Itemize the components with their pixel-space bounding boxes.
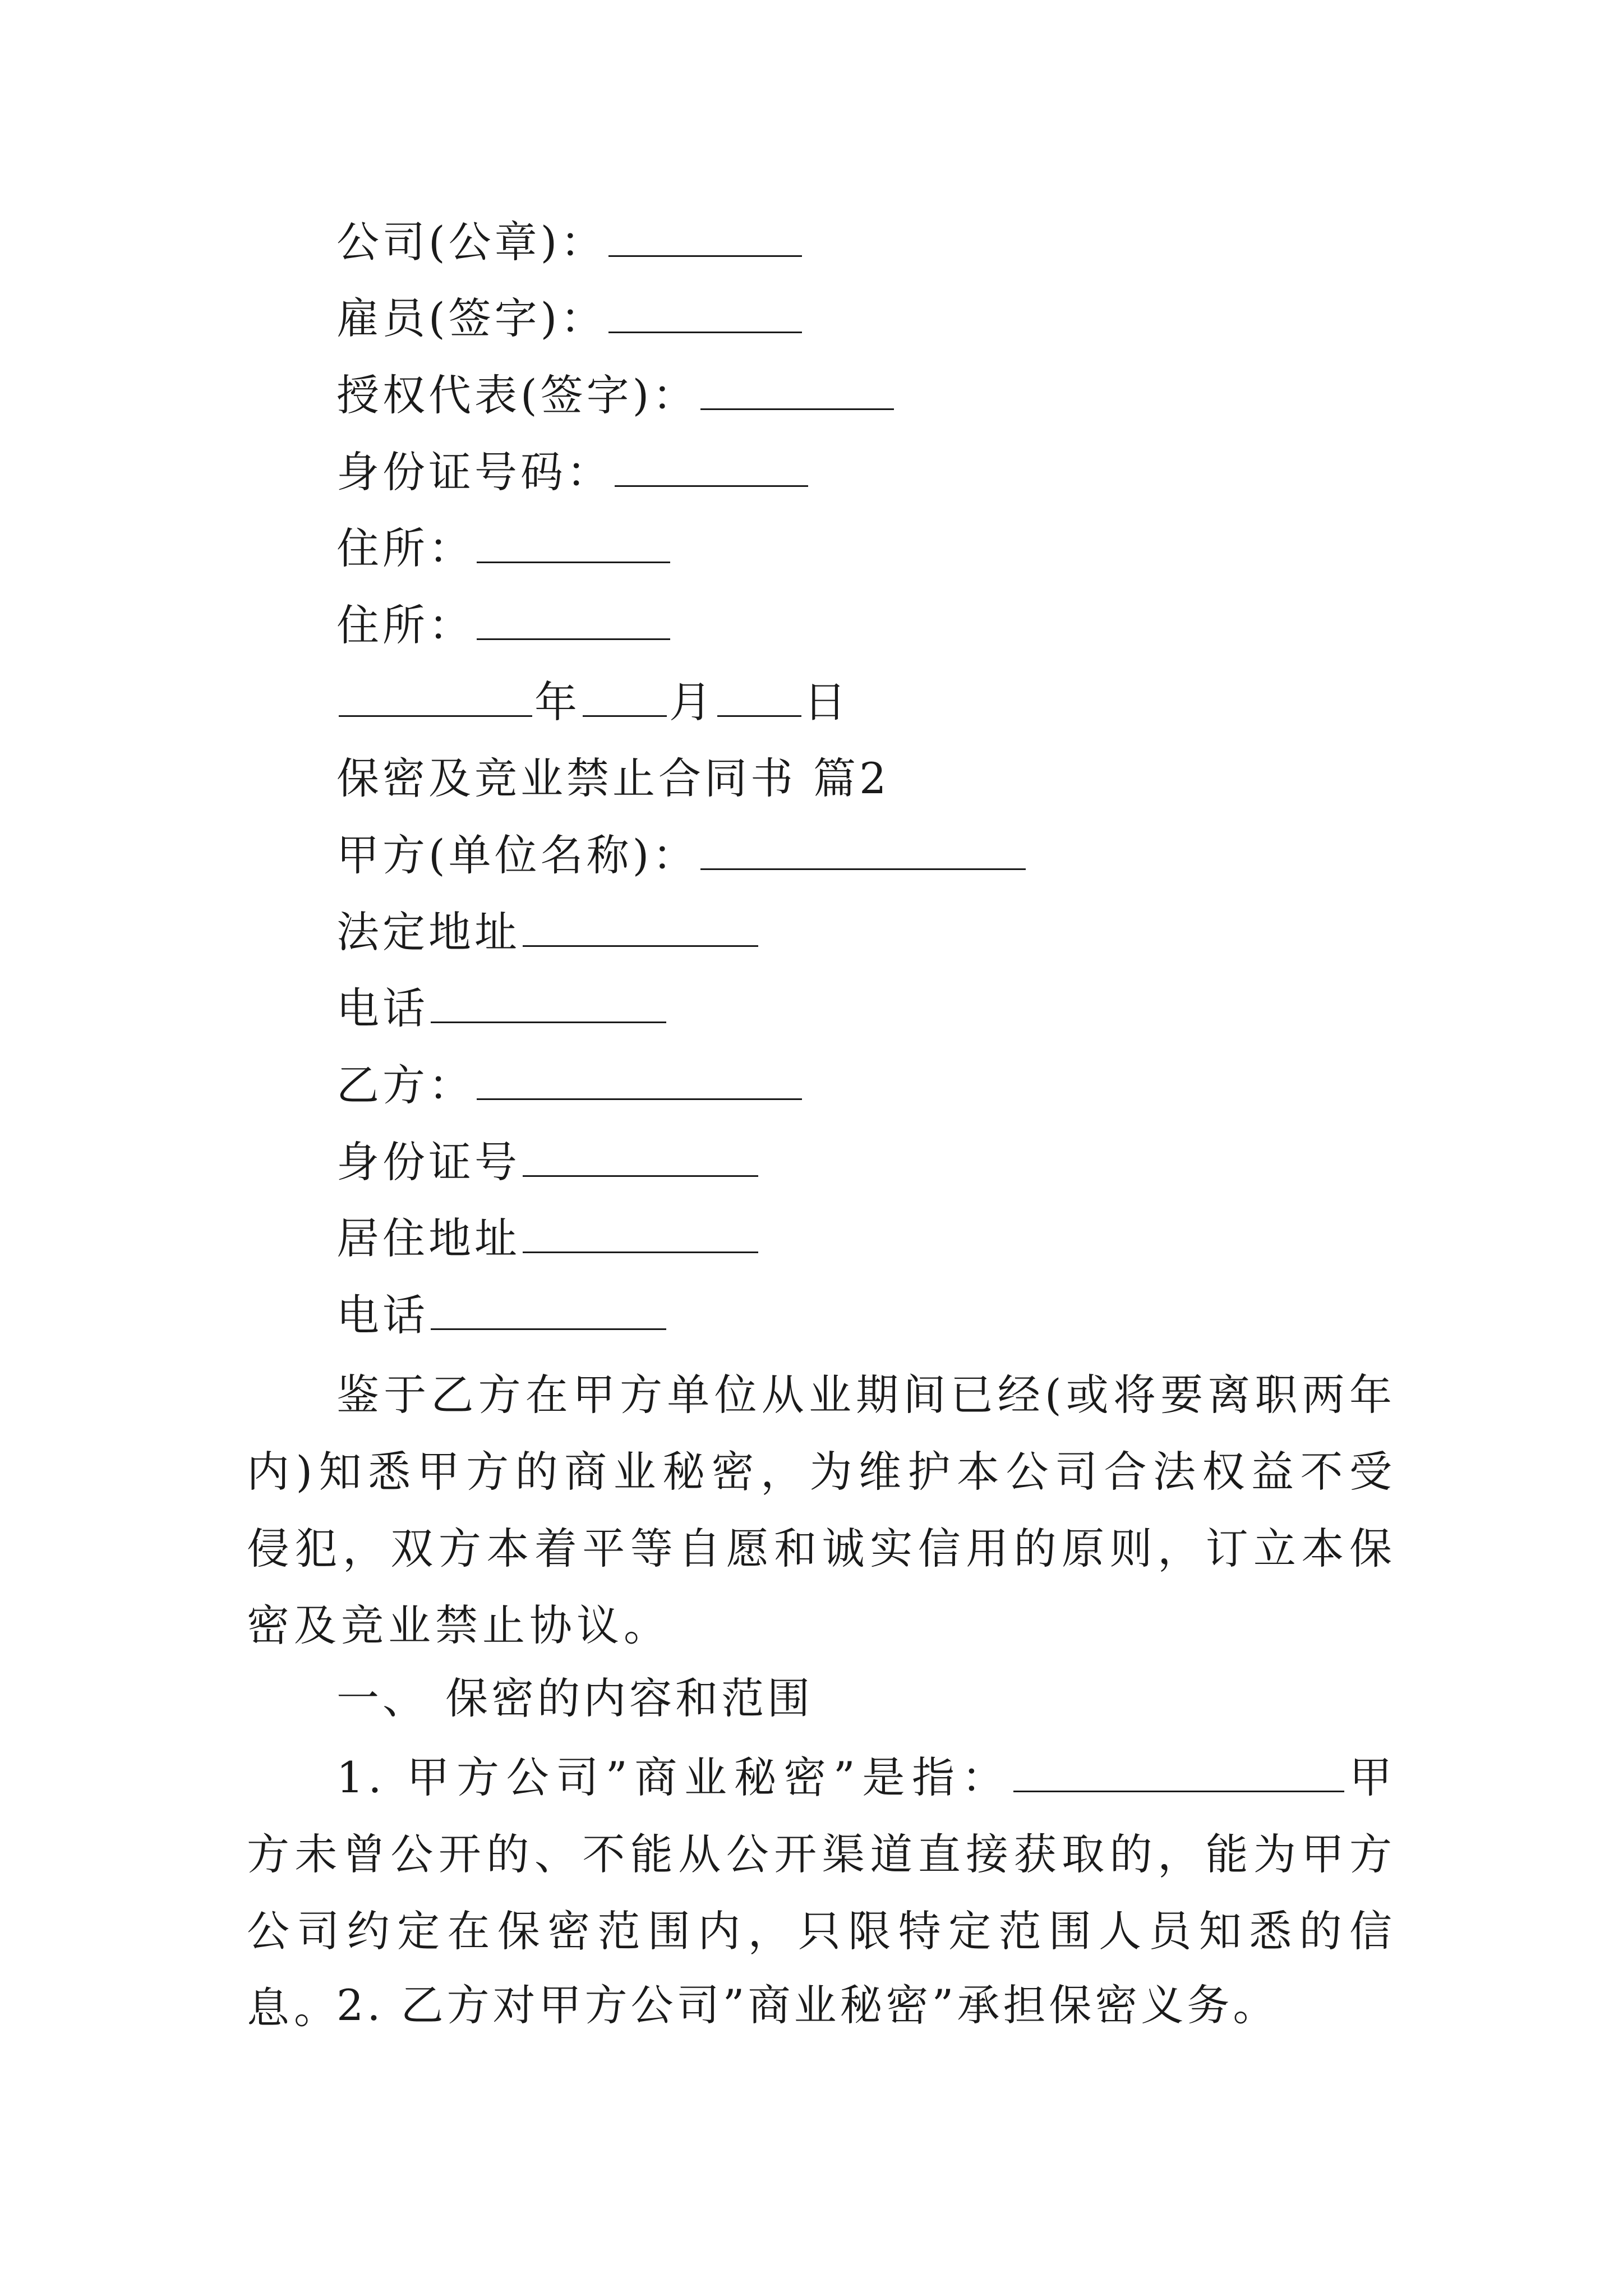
id-number-b-blank bbox=[523, 1140, 758, 1177]
date-line bbox=[336, 674, 850, 730]
company-seal-blank bbox=[608, 220, 802, 257]
id-number-b-label: 身份证号 bbox=[336, 1137, 520, 1187]
item1-blank bbox=[1013, 1756, 1344, 1792]
id-number-line bbox=[336, 444, 810, 500]
authorized-rep-blank bbox=[700, 374, 894, 410]
party-b-blank bbox=[477, 1064, 802, 1100]
company-seal-label: 公司(公章)： bbox=[336, 217, 607, 267]
address-blank-2 bbox=[477, 604, 670, 640]
id-number-label: 身份证号码： bbox=[336, 447, 612, 497]
employee-sign-line bbox=[336, 291, 804, 347]
year-blank bbox=[339, 680, 532, 717]
phone-b-label: 电话 bbox=[336, 1290, 428, 1340]
phone-b-blank bbox=[431, 1294, 666, 1330]
phone-a-blank bbox=[431, 987, 666, 1023]
item2-text: 2. 乙方对甲方公司”商业秘密”承担保密义务。 bbox=[336, 1980, 1279, 2030]
item2-line bbox=[336, 1977, 1279, 2033]
preamble-paragraph: 鉴于乙方在甲方单位从业期间已经(或将要离职两年内)知悉甲方的商业秘密，为维护本公司合法权益不受侵犯，双方本着平等自愿和诚实信用的原则，订立本保密及竞业禁止协议。 bbox=[247, 1370, 1396, 1650]
phone-b-line bbox=[336, 1287, 668, 1343]
address-label-1: 住所： bbox=[336, 523, 474, 573]
year-label: 年 bbox=[534, 677, 580, 727]
legal-address-blank bbox=[523, 910, 758, 947]
employee-sign-blank bbox=[608, 297, 802, 333]
day-label: 日 bbox=[804, 677, 850, 727]
address-line-2 bbox=[336, 597, 672, 654]
address-line-1 bbox=[336, 521, 672, 577]
party-b-line bbox=[336, 1057, 804, 1114]
party-a-label: 甲方(单位名称)： bbox=[336, 830, 699, 880]
employee-sign-label: 雇员(签字)： bbox=[336, 293, 607, 343]
authorized-rep-label: 授权代表(签字)： bbox=[336, 370, 699, 420]
phone-a-line bbox=[336, 981, 668, 1037]
authorized-rep-line bbox=[336, 367, 896, 424]
company-seal-line bbox=[336, 214, 804, 270]
residence-blank bbox=[523, 1217, 758, 1253]
party-a-blank bbox=[700, 834, 1026, 870]
legal-address-label: 法定地址 bbox=[336, 907, 520, 957]
address-blank-1 bbox=[477, 527, 670, 563]
section1-title-text: 一、 保密的内容和范围 bbox=[336, 1673, 814, 1723]
phone-a-label: 电话 bbox=[336, 983, 428, 1033]
month-blank bbox=[583, 680, 667, 717]
id-number-b-line bbox=[336, 1134, 760, 1190]
address-label-2: 住所： bbox=[336, 600, 474, 650]
item1-prefix: 1. 甲方公司”商业秘密”是指： bbox=[336, 1752, 1012, 1802]
residence-label: 居住地址 bbox=[336, 1213, 520, 1263]
party-a-line bbox=[336, 827, 1028, 884]
contract-title-text: 保密及竞业禁止合同书 篇2 bbox=[336, 753, 890, 803]
party-b-label: 乙方： bbox=[336, 1060, 474, 1110]
month-label: 月 bbox=[669, 677, 715, 727]
residence-line bbox=[336, 1211, 760, 1267]
id-number-blank bbox=[615, 450, 808, 487]
legal-address-line bbox=[336, 904, 760, 960]
contract-title bbox=[336, 751, 890, 807]
section1-title bbox=[336, 1671, 813, 1727]
item1-suffix: 甲方未曾公开的、不能从公开渠道直接获取的，能为甲方公司约定在保密范围内，只限特定范围人员知悉的信息。 bbox=[247, 1752, 1396, 2033]
day-blank bbox=[717, 680, 801, 717]
